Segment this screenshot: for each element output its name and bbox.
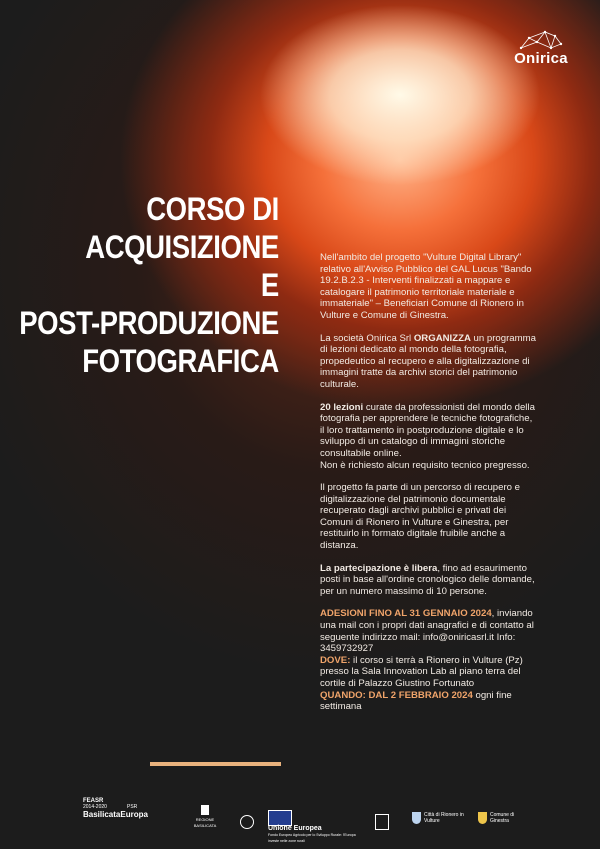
adesioni-paragraph: ADESIONI FINO AL 31 GENNAIO 2024, inviando una mail con i propri dati anagrafici e di contatto al seguente indirizzo mail: info@oniricasrl.it Info: 3459732927 bbox=[320, 608, 534, 655]
divider-rule bbox=[150, 762, 281, 766]
project-paragraph: Il progetto fa parte di un percorso di recupero e digitalizzazione del patrimonio documentale recuperato dagli archivi pubblici e privati dei Comuni di Rionero in Vulture e Ginestra, per restituirlo in formato digitale fruibile anche a distanza. bbox=[320, 482, 520, 552]
dove-paragraph: DOVE: il corso si terrà a Rionero in Vulture (Pz) presso la Sala Innovation Lab al piano terra del cortile di Palazzo Giustino Fortunato bbox=[320, 654, 523, 689]
sponsor-footer bbox=[0, 790, 600, 849]
title-line: ACQUISIZIONE bbox=[85, 229, 279, 265]
title-line: POST-PRODUZIONE bbox=[19, 305, 279, 341]
regione-basilicata-logo: REGIONE BASILICATA bbox=[185, 805, 225, 829]
ginestra-crest-icon bbox=[478, 812, 487, 824]
feasr-logo: FEASR 2014-2020 PSR BasilicataEuropa bbox=[83, 798, 148, 819]
poster-title bbox=[19, 190, 279, 380]
intro-paragraph: Nell'ambito del progetto "Vulture Digital Library" relativo all'Avviso Pubblico del GAL Lucus "Bando 19.2.B.2.3 - Interventi finalizzati a mappare e catalogare il patrimonio territoriale materiale e immateriale" – Beneficiari Comune di Rionero in Vulture e Comune di Ginestra. bbox=[320, 252, 532, 321]
title-line: CORSO DI bbox=[146, 191, 279, 227]
body-text bbox=[320, 252, 538, 713]
title-line: FOTOGRAFICA bbox=[82, 343, 279, 379]
repubblica-emblem-icon bbox=[240, 815, 254, 829]
wireframe-logo-icon bbox=[517, 28, 565, 52]
quando-paragraph: QUANDO: DAL 2 FEBBRAIO 2024 ogni fine settimana bbox=[320, 689, 512, 713]
ginestra-logo: Comune di Ginestra bbox=[478, 812, 538, 824]
unione-europea-logo: Unione Europea Fondo Europeo Agricolo per lo Sviluppo Rurale: l'Europa investe nelle zone rurali bbox=[268, 810, 358, 844]
rionero-crest-icon bbox=[412, 812, 421, 824]
onirica-logo bbox=[510, 28, 572, 67]
rionero-logo: Città di Rionero in Vulture bbox=[412, 812, 472, 824]
eu-flag-icon bbox=[268, 810, 292, 826]
lessons-paragraph: 20 lezioni curate da professionisti del mondo della fotografia per apprendere le tecniche fotografiche, il loro trattamento in postproduzione digitale e lo sviluppo di un catalogo di immagini storiche consultabile online. Non è richiesto alcun requisito tecnico pregresso. bbox=[320, 401, 535, 471]
logo-name: Onirica bbox=[514, 50, 568, 67]
regione-crest-icon bbox=[201, 805, 209, 815]
title-line: E bbox=[261, 267, 279, 303]
participation-paragraph: La partecipazione è libera, fino ad esaurimento posti in base all'ordine cronologico delle domande, per un numero massimo di 10 persone. bbox=[320, 562, 535, 597]
psr-logo-icon bbox=[375, 814, 389, 830]
organizer-paragraph: La società Onirica Srl ORGANIZZA un programma di lezioni dedicato al mondo della fotografia, propedeutico al recupero e alla digitalizzazione di immagini tratte da archivi storici del patrimonio culturale. bbox=[320, 332, 536, 390]
